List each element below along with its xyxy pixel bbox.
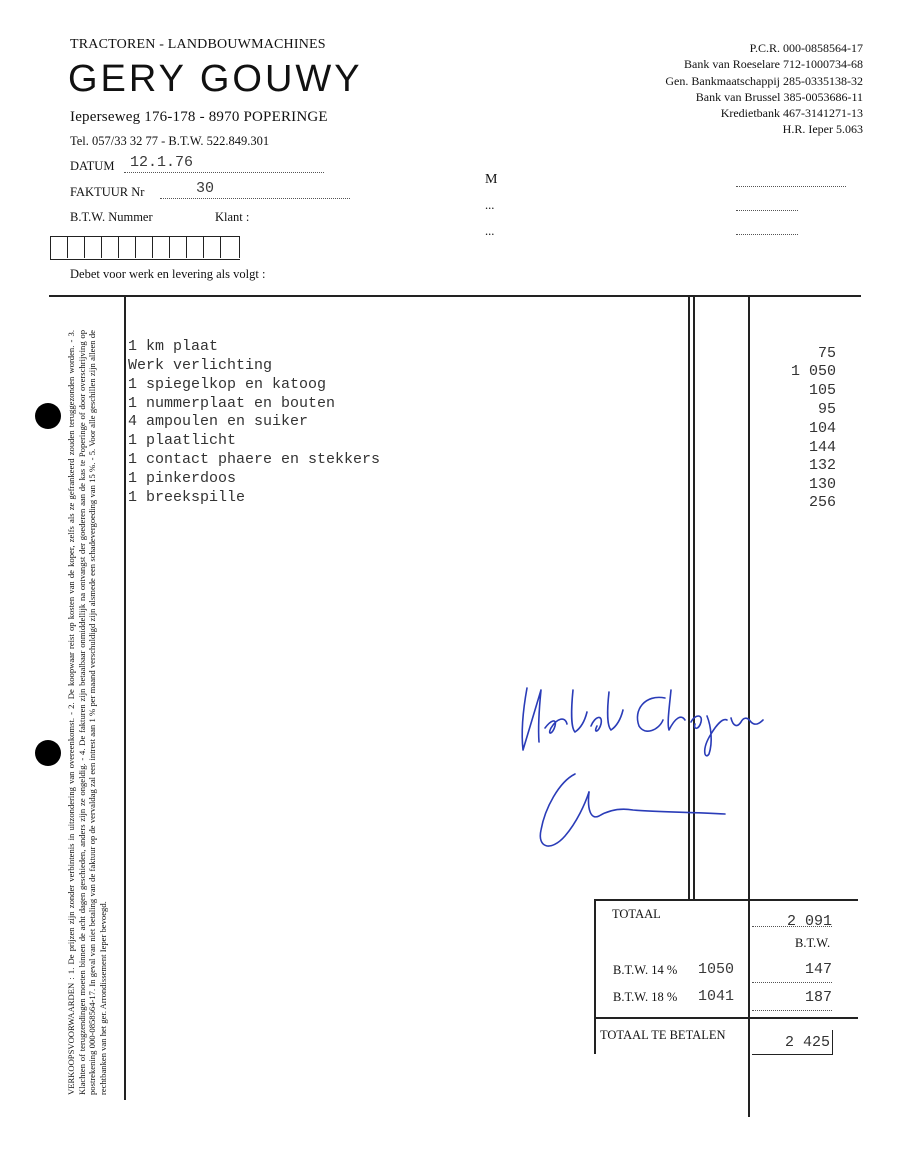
bank-line: Kredietbank 467-3141271-13 <box>720 106 863 121</box>
address-line-2 <box>736 200 798 211</box>
btw-box[interactable] <box>119 237 136 258</box>
datum-value: 12.1.76 <box>130 154 194 171</box>
line-item-description: Werk verlichting <box>128 357 273 374</box>
btw-box[interactable] <box>136 237 153 258</box>
faktuur-label: FAKTUUR Nr <box>70 185 145 199</box>
grand-total-rule <box>594 1017 858 1019</box>
line-item-amount: 132 <box>808 457 836 474</box>
btw14-value: 147 <box>804 961 832 978</box>
datum-field <box>124 154 324 173</box>
bank-line: P.C.R. 000-0858564-17 <box>749 41 863 55</box>
line-item-description: 1 plaatlicht <box>128 432 237 449</box>
company-address: Ieperseweg 176-178 - 8970 POPERINGE <box>70 109 328 125</box>
grand-total-value: 2 425 <box>784 1034 830 1051</box>
table-left-rule <box>124 295 126 1100</box>
address-ellipsis-2: ... <box>485 224 495 238</box>
address-ellipsis-1: ... <box>485 198 495 212</box>
line-item-amount: 104 <box>808 420 836 437</box>
btw-box[interactable] <box>204 237 221 258</box>
btw14-base: 1050 <box>698 961 735 978</box>
debet-label: Debet voor werk en levering als volgt : <box>70 267 266 281</box>
totals-left-rule <box>594 899 596 1054</box>
btw-box[interactable] <box>221 237 240 258</box>
bank-line: Bank van Brussel 385-0053686-11 <box>695 89 863 104</box>
btw-box[interactable] <box>51 237 68 258</box>
grand-total-label: TOTAAL TE BETALEN <box>600 1028 726 1042</box>
faktuur-field <box>160 180 350 199</box>
btw-nummer-label: B.T.W. Nummer <box>70 210 153 224</box>
handwritten-signature <box>505 670 775 860</box>
btw-box[interactable] <box>102 237 119 258</box>
company-tagline: TRACTOREN - LANDBOUWMACHINES <box>70 37 326 52</box>
line-item-description: 1 nummerplaat en bouten <box>128 395 336 412</box>
klant-label: Klant : <box>215 210 250 224</box>
line-item-description: 1 spiegelkop en katoog <box>128 376 327 393</box>
btw-box[interactable] <box>187 237 204 258</box>
bank-details <box>543 40 863 138</box>
line-item-amount: 1 050 <box>790 363 836 380</box>
company-name: GERY GOUWY <box>68 58 363 100</box>
totaal-value: 2 091 <box>786 913 832 930</box>
line-item-description: 1 breekspille <box>128 489 246 506</box>
table-top-rule <box>49 295 861 297</box>
line-item-amount: 75 <box>817 345 836 362</box>
address-line-3 <box>736 224 798 235</box>
line-item-description: 1 contact phaere en stekkers <box>128 451 381 468</box>
btw18-base: 1041 <box>698 988 735 1005</box>
btw18-label: B.T.W. 18 % <box>613 990 678 1004</box>
punch-hole-top <box>35 403 61 429</box>
line-item-description: 1 pinkerdoos <box>128 470 237 487</box>
datum-label: DATUM <box>70 159 115 173</box>
btw-box[interactable] <box>68 237 85 258</box>
line-item-amount: 256 <box>808 494 836 511</box>
btw-box[interactable] <box>170 237 187 258</box>
line-item-description: 4 ampoulen en suiker <box>128 413 309 430</box>
bank-line: H.R. Ieper 5.063 <box>782 122 863 137</box>
line-item-amount: 144 <box>808 439 836 456</box>
company-phone-vat: Tel. 057/33 32 77 - B.T.W. 522.849.301 <box>70 134 270 148</box>
line-item-amount: 105 <box>808 382 836 399</box>
m-label: M <box>485 172 498 187</box>
totaal-label: TOTAAL <box>612 907 661 921</box>
line-item-description: 1 km plaat <box>128 338 219 355</box>
bank-line: Bank van Roeselare 712-1000734-68 <box>684 57 863 72</box>
totals-top-rule <box>594 899 858 901</box>
btw-box[interactable] <box>153 237 170 258</box>
address-line-1 <box>736 176 846 187</box>
sales-conditions: VERKOOPSVOORWAARDEN : 1. De prijzen zijn zonder verbintenis in uitzondering van overeenkomst. - 2. De koopwaar reist op kosten van de koper, zelfs als ze gefrankeerd zouden teruggezonden worden. - 3. Klachten of terugzendingen moeten binnen de acht dagen geschieden, anders zijn ze ongeldig. - 4. De fakturen zijn betaalbaar onmiddellijk na ontvangst der goederen aan de kas te Poperinge of door overschrijving op postrekening 000-0858564-17. In geval van niet betaling van de faktuur op de vervaldag zal een intrest aan 1 % per maand verschuldigd zijn alsmede een schadevergoeding van 15 %. - 5. Voor alle geschillen zijn alleen de rechtbanken van het ger. Arrondissement Ieper bevoegd. <box>66 330 108 1095</box>
btw14-label: B.T.W. 14 % <box>613 963 678 977</box>
btw-header: B.T.W. <box>795 936 831 950</box>
line-item-amount: 95 <box>817 401 836 418</box>
faktuur-value: 30 <box>196 180 215 197</box>
btw18-value: 187 <box>804 989 832 1006</box>
btw-box[interactable] <box>85 237 102 258</box>
punch-hole-bottom <box>35 740 61 766</box>
bank-line: Gen. Bankmaatschappij 285-0335138-32 <box>665 73 863 88</box>
btw-number-boxes[interactable] <box>50 236 240 260</box>
line-item-amount: 130 <box>808 476 836 493</box>
